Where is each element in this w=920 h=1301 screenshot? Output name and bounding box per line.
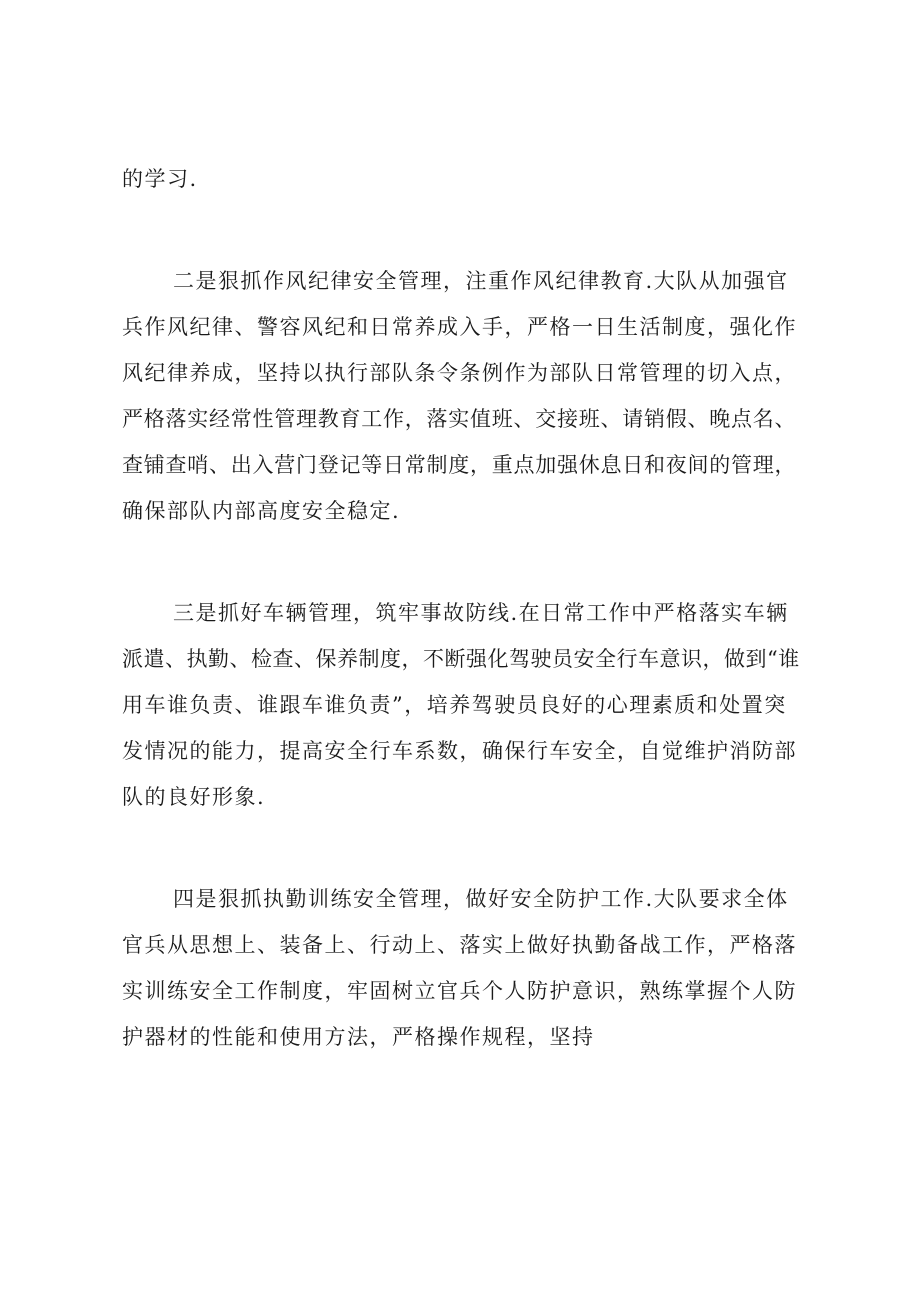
paragraph-4-line-4: 护器材的性能和使用方法，严格操作规程，坚持 bbox=[122, 1025, 595, 1049]
paragraph-3-line-4: 发情况的能力，提高安全行车系数，确保行车安全，自觉维护消防部 bbox=[122, 739, 797, 763]
paragraph-4-line-3: 实训练安全工作制度，牢固树立官兵个人防护意识，熟练掌握个人防 bbox=[122, 979, 797, 1003]
paragraph-3-line-1: 三是抓好车辆管理，筑牢事故防线.在日常工作中严格落实车辆 bbox=[173, 601, 789, 625]
paragraph-3-line-3: 用车谁负责、谁跟车谁负责”，培养驾驶员良好的心理素质和处置突 bbox=[122, 693, 787, 717]
paragraph-2-line-3: 风纪律养成，坚持以执行部队条令条例作为部队日常管理的切入点， bbox=[122, 361, 797, 385]
paragraph-2-line-2: 兵作风纪律、警容风纪和日常养成入手，严格一日生活制度，强化作 bbox=[122, 315, 797, 339]
paragraph-4-line-2: 官兵从思想上、装备上、行动上、落实上做好执勤备战工作，严格落 bbox=[122, 933, 797, 957]
paragraph-continuation-line-1: 的学习. bbox=[122, 167, 198, 191]
paragraph-2-line-4: 严格落实经常性管理教育工作，落实值班、交接班、请销假、晚点名、 bbox=[122, 407, 797, 431]
paragraph-3-line-5: 队的良好形象. bbox=[122, 785, 266, 809]
paragraph-2-line-1: 二是狠抓作风纪律安全管理，注重作风纪律教育.大队从加强官 bbox=[173, 269, 789, 293]
paragraph-2-line-6: 确保部队内部高度安全稳定. bbox=[122, 499, 401, 523]
paragraph-3-line-2: 派遣、执勤、检查、保养制度，不断强化驾驶员安全行车意识，做到“谁 bbox=[122, 647, 800, 671]
paragraph-4-line-1: 四是狠抓执勤训练安全管理，做好安全防护工作.大队要求全体 bbox=[173, 887, 789, 911]
paragraph-2-line-5: 查铺查哨、出入营门登记等日常制度，重点加强休息日和夜间的管理， bbox=[122, 453, 797, 477]
